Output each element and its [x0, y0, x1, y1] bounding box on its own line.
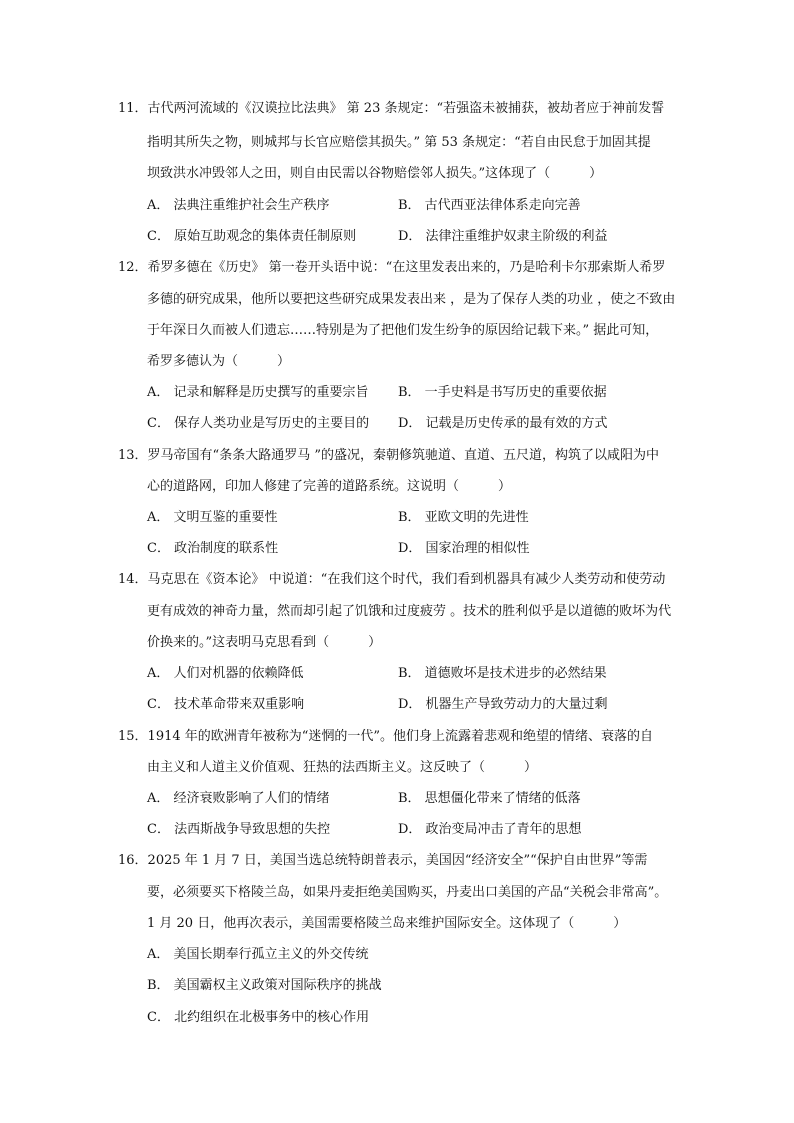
question-14-option-b[interactable]: B． 道德败坏是技术进步的必然结果 [398, 666, 607, 681]
question-11-option-a[interactable]: A． 法典注重维护社会生产秩序 [147, 198, 330, 213]
question-15-option-c[interactable]: C． 法西斯战争导致思想的失控 [147, 822, 331, 837]
question-11-option-c[interactable]: C． 原始互助观念的集体责任制原则 [147, 229, 357, 244]
question-15-option-d[interactable]: D． 政治变局冲击了青年的思想 [398, 822, 582, 837]
question-14-stem-line-2: 更有成效的神奇力量，然而却引起了饥饿和过度疲劳 。技术的胜利似乎是以道德的败坏为代 [147, 604, 672, 619]
question-15-stem-line-1: 15．1914 年的欧洲青年被称为“迷惘的一代”。他们身上流露着悲观和绝望的情绪、衰落的自 [118, 729, 654, 744]
question-13-option-a[interactable]: A． 文明互鉴的重要性 [147, 510, 278, 525]
question-11-stem-line-3: 坝致洪水冲毁邻人之田，则自由民需以谷物赔偿邻人损失。”这体现了（ ） [147, 166, 603, 181]
question-14-option-d[interactable]: D． 机器生产导致劳动力的大量过剩 [398, 697, 608, 712]
question-11-option-d[interactable]: D． 法律注重维护奴隶主阶级的利益 [398, 229, 608, 244]
question-12-stem-line-4: 希罗多德认为（ ） [147, 354, 291, 369]
question-16-stem-line-2: 要，必须要买下格陵兰岛，如果丹麦拒绝美国购买，丹麦出口美国的产品“关税会非常高”。 [147, 885, 668, 900]
question-12-option-d[interactable]: D． 记载是历史传承的最有效的方式 [398, 416, 608, 431]
question-16-option-c[interactable]: C． 北约组织在北极事务中的核心作用 [147, 1010, 370, 1025]
question-14-option-a[interactable]: A． 人们对机器的依赖降低 [147, 666, 304, 681]
question-12-stem-line-1: 12．希罗多德在《历史》 第一卷开头语中说：“在这里发表出来的，乃是哈利卡尔那索斯人希罗 [118, 260, 666, 275]
question-13-option-c[interactable]: C． 政治制度的联系性 [147, 541, 279, 556]
question-13-stem-line-2: 心的道路网，印加人修建了完善的道路系统。这说明（ ） [147, 479, 512, 494]
question-12-stem-line-3: 于年深日久而被人们遗忘……特别是为了把他们发生纷争的原因给记载下来。” 据此可知， [147, 323, 659, 338]
question-16-option-a[interactable]: A． 美国长期奉行孤立主义的外交传统 [147, 947, 369, 962]
question-14-stem-line-3: 价换来的。”这表明马克思看到（ ） [147, 635, 382, 650]
question-13-option-d[interactable]: D． 国家治理的相似性 [398, 541, 530, 556]
question-12-option-b[interactable]: B． 一手史料是书写历史的重要依据 [398, 385, 607, 400]
question-11-stem-line-2: 指明其所失之物，则城邦与长官应赔偿其损失。” 第 53 条规定：“若自由民怠于加固其提 [147, 135, 651, 150]
question-15-option-b[interactable]: B． 思想僵化带来了情绪的低落 [398, 791, 581, 806]
question-16-stem-line-1: 16．2025 年 1 月 7 日，美国当选总统特朗普表示，美国因“经济安全”“保护自由世界”等需 [118, 853, 648, 868]
question-13-stem-line-1: 13．罗马帝国有“条条大路通罗马 ”的盛况，秦朝修筑驰道、直道、五尺道，构筑了以咸阳为中 [118, 448, 659, 463]
question-16-stem-line-3: 1 月 20 日，他再次表示，美国需要格陵兰岛来维护国际安全。这体现了（ ） [147, 916, 627, 931]
question-11-option-b[interactable]: B． 古代西亚法律体系走向完善 [398, 198, 581, 213]
question-15-option-a[interactable]: A． 经济衰败影响了人们的情绪 [147, 791, 330, 806]
question-13-option-b[interactable]: B． 亚欧文明的先进性 [398, 510, 529, 525]
question-16-option-b[interactable]: B． 美国霸权主义政策对国际秩序的挑战 [147, 978, 382, 993]
question-12-option-c[interactable]: C． 保存人类功业是写历史的主要目的 [147, 416, 370, 431]
question-14-stem-line-1: 14．马克思在《资本论》 中说道：“在我们这个时代，我们看到机器具有减少人类劳动和使劳动 [118, 572, 666, 587]
question-14-option-c[interactable]: C． 技术革命带来双重影响 [147, 697, 305, 712]
question-12-option-a[interactable]: A． 记录和解释是历史撰写的重要宗旨 [147, 385, 369, 400]
question-15-stem-line-2: 由主义和人道主义价值观、狂热的法西斯主义。这反映了（ ） [147, 760, 538, 775]
question-11-stem-line-1: 11．古代两河流域的《汉谟拉比法典》 第 23 条规定：“若强盗未被捕获，被劫者应于神前发誓 [118, 101, 665, 116]
question-12-stem-line-2: 多德的研究成果，他所以要把这些研究成果发表出来 ，是为了保存人类的功业 ，使之不致由 [147, 292, 676, 307]
